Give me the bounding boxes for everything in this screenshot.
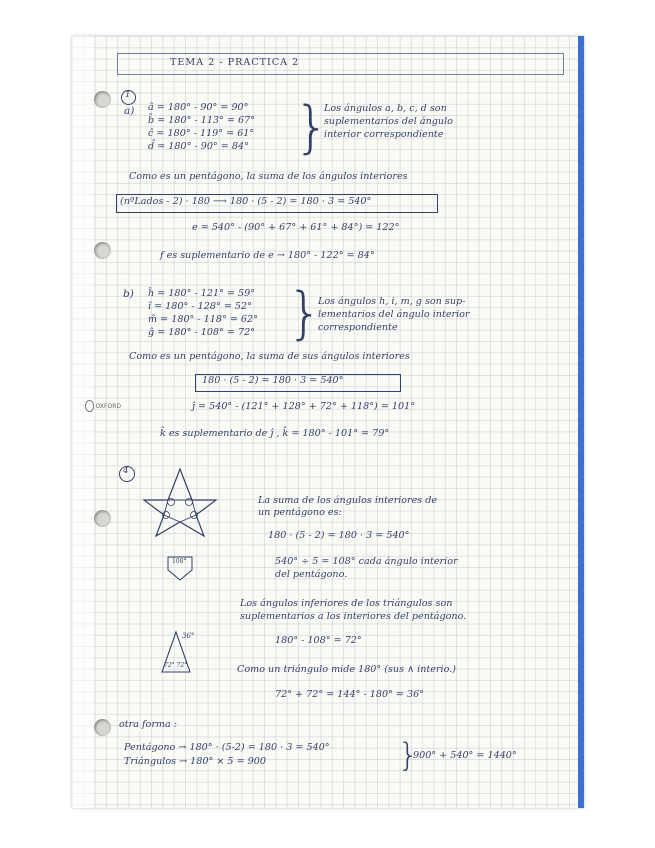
ex4-intro-line: un pentágono es: (258, 507, 342, 518)
angle-line: â = 180° - 90° = 90° (148, 102, 249, 113)
note-line: interior correspondiente (324, 129, 444, 140)
exercise-number: 1 (125, 90, 131, 100)
ex4-triangle-text: Como un triángulo mide 180° (sus ∧ interio.) (237, 664, 456, 675)
part-b-label: b) (123, 288, 134, 300)
brace: } (398, 736, 419, 774)
note-line: Los ángulos a, b, c, d son (324, 103, 447, 114)
part-a-label: a) (124, 105, 135, 117)
angle-line: d̂ = 180° - 90° = 84° (148, 141, 249, 152)
angle-line: ĉ = 180° - 119° = 61° (148, 128, 255, 139)
triangle-base-angles: 72° 72° (164, 662, 188, 669)
angle-line: ĝ = 180° - 108° = 72° (148, 327, 255, 338)
note-line: lementarios del ángulo interior (318, 309, 470, 320)
j-calculation: ĵ = 540° - (121° + 128° + 72° + 118°) = 101° (192, 401, 416, 412)
note-line: correspondiente (318, 322, 398, 333)
angle-line: m̂ = 180° - 118° = 62° (148, 314, 258, 325)
e-calculation: e = 540° - (90° + 67° + 61° + 84°) = 122° (192, 222, 400, 233)
pentagon-text: Como es un pentágono, la suma de los ángulos interiores (129, 171, 408, 182)
ex4-calc: 72° + 72° = 144° - 180° = 36° (275, 689, 424, 700)
brace: } (294, 95, 330, 160)
page-title: TEMA 2 - PRACTICA 2 (170, 57, 300, 68)
total-calc: 900° + 540° = 1440° (413, 750, 517, 761)
binder-hole (94, 242, 111, 259)
triangle-top-angle: 36° (182, 632, 195, 640)
page-margin (72, 36, 94, 808)
ex4-calc: 540° ÷ 5 = 108° cada ángulo interior (275, 556, 458, 567)
ex4-calc: 180° - 108° = 72° (275, 635, 362, 646)
note-line: suplementarios del ángulo (324, 116, 453, 127)
logo-text: OXFORD (95, 402, 121, 410)
binder-hole (94, 91, 111, 108)
formula: 180 · (5 - 2) = 180 · 3 = 540° (202, 375, 344, 386)
angle-line: î = 180° - 128° = 52° (148, 301, 252, 312)
ex4-calc: 180 · (5 - 2) = 180 · 3 = 540° (268, 530, 410, 541)
ex4-otra-forma: otra forma : (119, 719, 177, 730)
ex4-intro-line: La suma de los ángulos interiores de (258, 495, 438, 506)
pentagon-angle-label: 108° (172, 558, 187, 565)
star-diagram (140, 466, 220, 538)
brand-logo (85, 399, 121, 413)
logo-ring-icon (85, 400, 94, 412)
brace: } (287, 281, 323, 346)
ex4-statement: suplementarios a los interiores del pentágono. (240, 611, 467, 622)
notebook-page (72, 36, 584, 808)
k-calculation: k̂ es suplementario de ĵ , k̂ = 180° - 101° = 79° (160, 428, 390, 439)
ex4-calc: del pentágono. (275, 569, 348, 580)
angle-line: ĥ = 180° - 121° = 59° (148, 288, 256, 299)
binder-hole (94, 510, 111, 527)
exercise-number: 4 (123, 466, 129, 476)
note-line: Los ángulos h, i, m, g son sup- (318, 296, 466, 307)
pentagon-text: Como es un pentágono, la suma de sus ángulos interiores (129, 351, 410, 362)
ex4-statement: Los ángulos inferiores de los triángulos son (240, 598, 453, 609)
triangles-row: Triángulos → 180° × 5 = 900 (124, 756, 266, 767)
f-calculation: f es suplementario de e → 180° - 122° = 84° (160, 250, 375, 261)
pentagon-row: Pentágono → 180° · (5-2) = 180 · 3 = 540° (124, 742, 330, 753)
formula: (nºLados - 2) · 180 ⟶ 180 · (5 - 2) = 180 · 3 = 540° (120, 196, 372, 207)
binder-hole (94, 719, 111, 736)
page-edge-strip (578, 36, 584, 808)
angle-line: b̂ = 180° - 113° = 67° (148, 115, 255, 126)
